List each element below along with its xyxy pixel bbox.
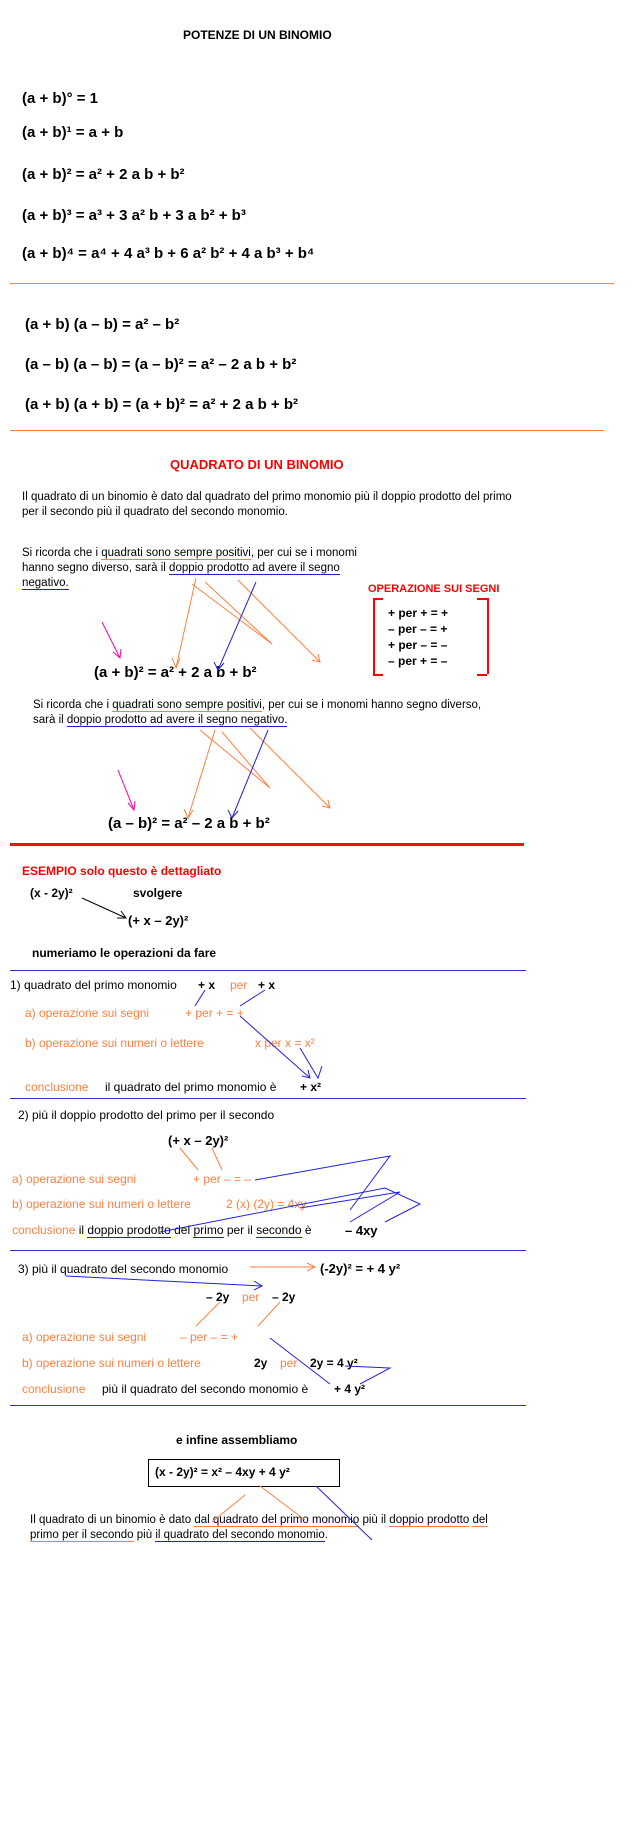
final-def-part: Il quadrato di un binomio è dato xyxy=(30,1514,195,1526)
page-title: POTENZE DI UN BINOMIO xyxy=(183,28,332,42)
reminder-underline-negative: ad avere il segno negativo. xyxy=(22,562,340,589)
step2-label: 2) più il doppio prodotto del primo per il secondo xyxy=(18,1108,275,1122)
example-expr: (x - 2y)² xyxy=(30,886,73,900)
signs-rows xyxy=(388,605,448,669)
final-def-underline: del primo per il secondo xyxy=(30,1514,488,1541)
section-title: QUADRATO DI UN BINOMIO xyxy=(170,457,344,472)
step1-a-label: a) operazione sui segni xyxy=(25,1006,150,1020)
example-number-ops: numeriamo le operazioni da fare xyxy=(32,946,217,960)
arrow-example-head xyxy=(117,911,126,918)
arrow-blue-2ab-lower xyxy=(232,730,268,818)
reminder-part: , per cui se i monomi hanno segno diverso, sarà il xyxy=(33,699,482,726)
reminder-part: , per cui se i monomi hanno segno diverso, sarà il xyxy=(22,547,357,574)
reminder-part: Si ricorda che i xyxy=(22,547,102,559)
assemble-heading: e infine assembliamo xyxy=(176,1433,298,1447)
step3-b-value2: 2y = 4 y² xyxy=(310,1356,358,1370)
arrow-orange-diag xyxy=(192,582,272,644)
example-solve: svolgere xyxy=(133,886,183,900)
step2-conclusion-part: del xyxy=(170,1223,194,1237)
arrow-pink-1 xyxy=(102,622,120,658)
reminder-underline-negative: ad avere il segno negativo. xyxy=(150,714,288,726)
arrow-step1-sign2 xyxy=(240,990,265,1006)
arrow-orange-a2 xyxy=(176,578,196,668)
assemble-result: (x - 2y)² = x² – 4xy + 4 y² xyxy=(155,1465,290,1479)
product-3: (a + b) (a + b) = (a + b)² = a² + 2 a b + b² xyxy=(25,396,298,413)
final-def-part: più xyxy=(133,1529,156,1541)
product-1: (a + b) (a – b) = a² – b² xyxy=(25,316,180,333)
signs-box-corner xyxy=(477,598,487,600)
step2-conclusion xyxy=(12,1223,312,1237)
arrow-step1-val2 xyxy=(300,1048,322,1078)
step3-label: 3) più il quadrato del secondo monomio xyxy=(18,1262,229,1276)
step3-arrow-result: (-2y)² = + 4 y² xyxy=(320,1261,401,1276)
arrow-step2-sign2 xyxy=(212,1148,222,1170)
step1-a-value: + per + = + xyxy=(185,1006,244,1020)
arrow-step3-orange-head xyxy=(307,1263,315,1271)
signs-row: – per – = + xyxy=(388,622,448,636)
arrow-orange-b2-lower-head xyxy=(322,800,330,808)
arrow-blue-2ab xyxy=(218,582,256,670)
arrow-pink-1-head xyxy=(113,649,121,658)
final-def-underline: il quadrato del secondo monomio xyxy=(155,1529,325,1541)
reminder-underline-double: doppio prodotto xyxy=(169,562,253,574)
reminder-part: Si ricorda che i xyxy=(33,699,113,711)
final-def-underline: doppio prodotto xyxy=(389,1514,470,1526)
signs-row: – per + = – xyxy=(388,654,448,668)
arrow-step3-sign1 xyxy=(196,1302,220,1326)
arrow-orange-b2 xyxy=(238,580,320,662)
arrow-step2-sign1 xyxy=(180,1148,198,1170)
arrow-orange-diag-lower xyxy=(200,730,270,788)
step2-conclusion-underline: secondo xyxy=(256,1223,302,1237)
reminder-text-1 xyxy=(22,546,367,591)
step2-conclusion-label: conclusione xyxy=(12,1223,76,1237)
signs-box-corner xyxy=(373,674,383,676)
divider-orange-2 xyxy=(10,430,604,431)
power-2: (a + b)² = a² + 2 a b + b² xyxy=(22,166,185,183)
arrow-orange-b2-lower xyxy=(250,728,330,808)
reminder-underline-double: doppio prodotto xyxy=(66,714,150,726)
step1-per: per xyxy=(230,978,248,992)
signs-row: + per + = + xyxy=(388,606,449,620)
square-minus-formula: (a – b)² = a² – 2 a b + b² xyxy=(108,815,270,832)
divider-red xyxy=(10,843,524,846)
step3-b-value1: 2y xyxy=(254,1356,268,1370)
step1-term2: + x xyxy=(258,978,276,992)
final-def-underline: dal quadrato del primo monomio xyxy=(194,1514,360,1526)
divider-blue-4 xyxy=(10,1405,526,1406)
arrow-step1-val1-head xyxy=(302,1070,310,1078)
arrow-step3-sign2 xyxy=(258,1302,280,1326)
reminder-underline-positive: quadrati sono sempre positivi xyxy=(112,699,262,711)
power-4: (a + b)⁴ = a⁴ + 4 a³ b + 6 a² b² + 4 a b³ + b⁴ xyxy=(22,245,315,262)
step1-b-label: b) operazione sui numeri o lettere xyxy=(25,1036,204,1050)
step2-a-value: + per – = – xyxy=(193,1172,252,1186)
step2-a-label: a) operazione sui segni xyxy=(12,1172,137,1186)
step3-conclusion-label: conclusione xyxy=(22,1382,86,1396)
step3-term2: – 2y xyxy=(272,1290,296,1304)
final-def-part: più il xyxy=(359,1514,390,1526)
divider-blue-1 xyxy=(10,970,526,971)
final-definition xyxy=(30,1513,510,1543)
example-heading: ESEMPIO solo questo è dettagliato xyxy=(22,864,222,878)
step2-b-label: b) operazione sui numeri o lettere xyxy=(12,1197,191,1211)
final-def-part: . xyxy=(324,1529,328,1541)
step3-b-label: b) operazione sui numeri o lettere xyxy=(22,1356,201,1370)
example-rewritten: (+ x – 2y)² xyxy=(128,913,189,928)
step1-conclusion-text: il quadrato del primo monomio è xyxy=(105,1080,277,1094)
divider-orange-1 xyxy=(10,283,614,284)
arrow-step2-blue2 xyxy=(300,1192,400,1222)
power-1: (a + b)¹ = a + b xyxy=(22,124,124,141)
power-3: (a + b)³ = a³ + 3 a² b + 3 a b² + b³ xyxy=(22,207,246,224)
step3-a-value: – per – = + xyxy=(180,1330,239,1344)
reminder-text-2 xyxy=(33,698,483,728)
step2-conclusion-result: – 4xy xyxy=(345,1223,378,1238)
arrow-pink-2-head xyxy=(128,801,135,810)
step2-expr: (+ x – 2y)² xyxy=(168,1133,229,1148)
step2-conclusion-part: il xyxy=(78,1223,88,1237)
step1-term1: + x xyxy=(198,978,216,992)
definition-text: Il quadrato di un binomio è dato dal quadrato del primo monomio più il doppio prodotto del primo per il secondo più il quadrato del secondo monomio. xyxy=(22,491,512,518)
step1-label: 1) quadrato del primo monomio xyxy=(10,978,177,992)
step1-b-value: x per x = x² xyxy=(255,1036,315,1050)
step2-conclusion-part: è xyxy=(301,1223,312,1237)
arrow-example xyxy=(82,898,126,918)
signs-box-corner xyxy=(373,598,383,600)
step3-per: per xyxy=(242,1290,260,1304)
signs-row: + per – = – xyxy=(388,638,448,652)
step2-conclusion-underline: primo xyxy=(193,1223,224,1237)
step3-conclusion-result: + 4 y² xyxy=(334,1382,366,1396)
reminder-underline-positive: quadrati sono sempre positivi xyxy=(101,547,251,559)
signs-box-corner xyxy=(477,674,487,676)
step3-a-label: a) operazione sui segni xyxy=(22,1330,147,1344)
step1-conclusion-label: conclusione xyxy=(25,1080,89,1094)
divider-blue-2 xyxy=(10,1098,526,1099)
signs-title: OPERAZIONE SUI SEGNI xyxy=(368,583,500,595)
step2-conclusion-underline: doppio prodotto xyxy=(87,1223,171,1237)
arrow-step3-blue-top xyxy=(66,1276,262,1286)
arrow-orange-a2-lower xyxy=(188,730,215,818)
arrow-step1-sign1 xyxy=(195,990,205,1006)
divider-blue-3 xyxy=(10,1250,526,1251)
square-plus-formula: (a + b)² = a² + 2 a b + b² xyxy=(94,664,257,681)
arrow-step3-blue-top-head xyxy=(254,1281,262,1290)
step1-conclusion-result: + x² xyxy=(300,1080,322,1094)
step3-term1: – 2y xyxy=(206,1290,230,1304)
step3-b-per: per xyxy=(280,1356,298,1370)
product-2: (a – b) (a – b) = (a – b)² = a² – 2 a b + b² xyxy=(25,356,297,373)
power-0: (a + b)° = 1 xyxy=(22,90,99,107)
step3-conclusion-text: più il quadrato del secondo monomio è xyxy=(102,1382,309,1396)
arrow-pink-2 xyxy=(118,770,134,810)
step2-b-value: 2 (x) (2y) = 4xy xyxy=(226,1197,307,1211)
step2-conclusion-part: per il xyxy=(223,1223,257,1237)
arrow-orange-b2-head xyxy=(312,654,320,662)
